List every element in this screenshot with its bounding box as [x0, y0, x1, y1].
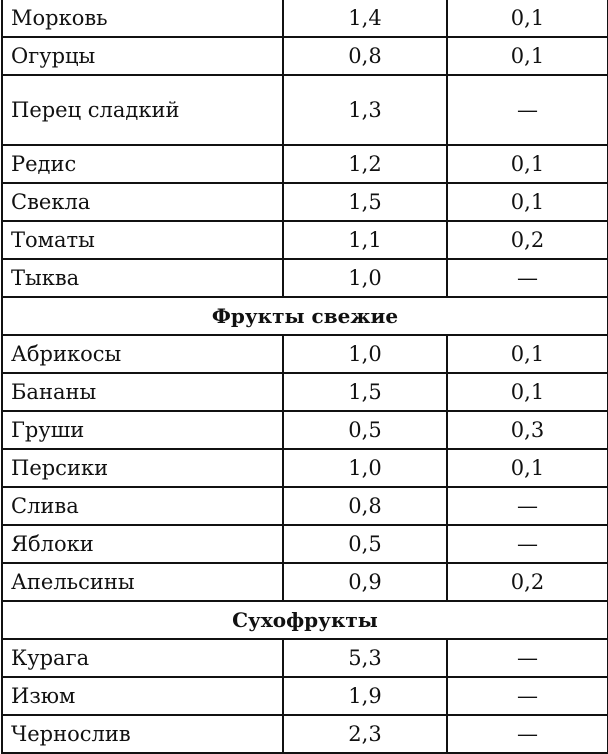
- product-name: Курага: [2, 639, 283, 677]
- table-row: [2, 183, 608, 221]
- value-col3: 0,1: [447, 449, 608, 487]
- value-col2: 0,5: [283, 411, 447, 449]
- value-col2: 0,9: [283, 563, 447, 601]
- product-name: Редис: [2, 145, 283, 183]
- product-name: Изюм: [2, 677, 283, 715]
- product-name: Чернослив: [2, 715, 283, 753]
- value-col2: 1,4: [283, 0, 447, 37]
- section-header-row: [2, 601, 608, 639]
- value-col3: 0,2: [447, 221, 608, 259]
- value-col2: 1,5: [283, 183, 447, 221]
- table-row: [2, 639, 608, 677]
- value-col2: 1,0: [283, 259, 447, 297]
- value-col2: 1,1: [283, 221, 447, 259]
- value-col3: —: [447, 487, 608, 525]
- table-row: [2, 145, 608, 183]
- nutrition-table: [1, 0, 608, 754]
- value-col3: 0,1: [447, 145, 608, 183]
- value-col3: —: [447, 639, 608, 677]
- value-col3: —: [447, 715, 608, 753]
- product-name: Груши: [2, 411, 283, 449]
- section-header-row: [2, 297, 608, 335]
- value-col2: 0,5: [283, 525, 447, 563]
- value-col3: —: [447, 525, 608, 563]
- product-name: Огурцы: [2, 37, 283, 75]
- table-row: [2, 335, 608, 373]
- product-name: Слива: [2, 487, 283, 525]
- value-col2: 0,8: [283, 487, 447, 525]
- table-row: [2, 75, 608, 145]
- value-col2: 1,5: [283, 373, 447, 411]
- product-name: Яблоки: [2, 525, 283, 563]
- value-col3: 0,1: [447, 37, 608, 75]
- table-row: [2, 259, 608, 297]
- product-name: Перец сладкий: [2, 75, 283, 145]
- product-name: Томаты: [2, 221, 283, 259]
- value-col3: 0,1: [447, 183, 608, 221]
- product-name: Тыква: [2, 259, 283, 297]
- value-col2: 1,3: [283, 75, 447, 145]
- value-col3: —: [447, 75, 608, 145]
- value-col2: 2,3: [283, 715, 447, 753]
- section-title: Фрукты свежие: [2, 297, 608, 335]
- product-name: Персики: [2, 449, 283, 487]
- product-name: Бананы: [2, 373, 283, 411]
- table-row: [2, 221, 608, 259]
- value-col2: 5,3: [283, 639, 447, 677]
- section-title: Сухофрукты: [2, 601, 608, 639]
- table-row: [2, 411, 608, 449]
- table-row: [2, 487, 608, 525]
- value-col2: 1,0: [283, 449, 447, 487]
- value-col2: 1,0: [283, 335, 447, 373]
- value-col3: 0,2: [447, 563, 608, 601]
- table-row: [2, 677, 608, 715]
- value-col3: 0,1: [447, 335, 608, 373]
- product-name: Апельсины: [2, 563, 283, 601]
- value-col3: 0,1: [447, 0, 608, 37]
- table-row: [2, 525, 608, 563]
- value-col3: —: [447, 259, 608, 297]
- value-col2: 1,2: [283, 145, 447, 183]
- value-col3: 0,3: [447, 411, 608, 449]
- table-row: [2, 0, 608, 37]
- table-row: [2, 449, 608, 487]
- table-row: [2, 373, 608, 411]
- value-col3: —: [447, 677, 608, 715]
- value-col2: 1,9: [283, 677, 447, 715]
- product-name: Свекла: [2, 183, 283, 221]
- table-row: [2, 37, 608, 75]
- value-col3: 0,1: [447, 373, 608, 411]
- product-name: Абрикосы: [2, 335, 283, 373]
- table-row: [2, 563, 608, 601]
- nutrition-table-body: [2, 0, 608, 753]
- product-name: Морковь: [2, 0, 283, 37]
- value-col2: 0,8: [283, 37, 447, 75]
